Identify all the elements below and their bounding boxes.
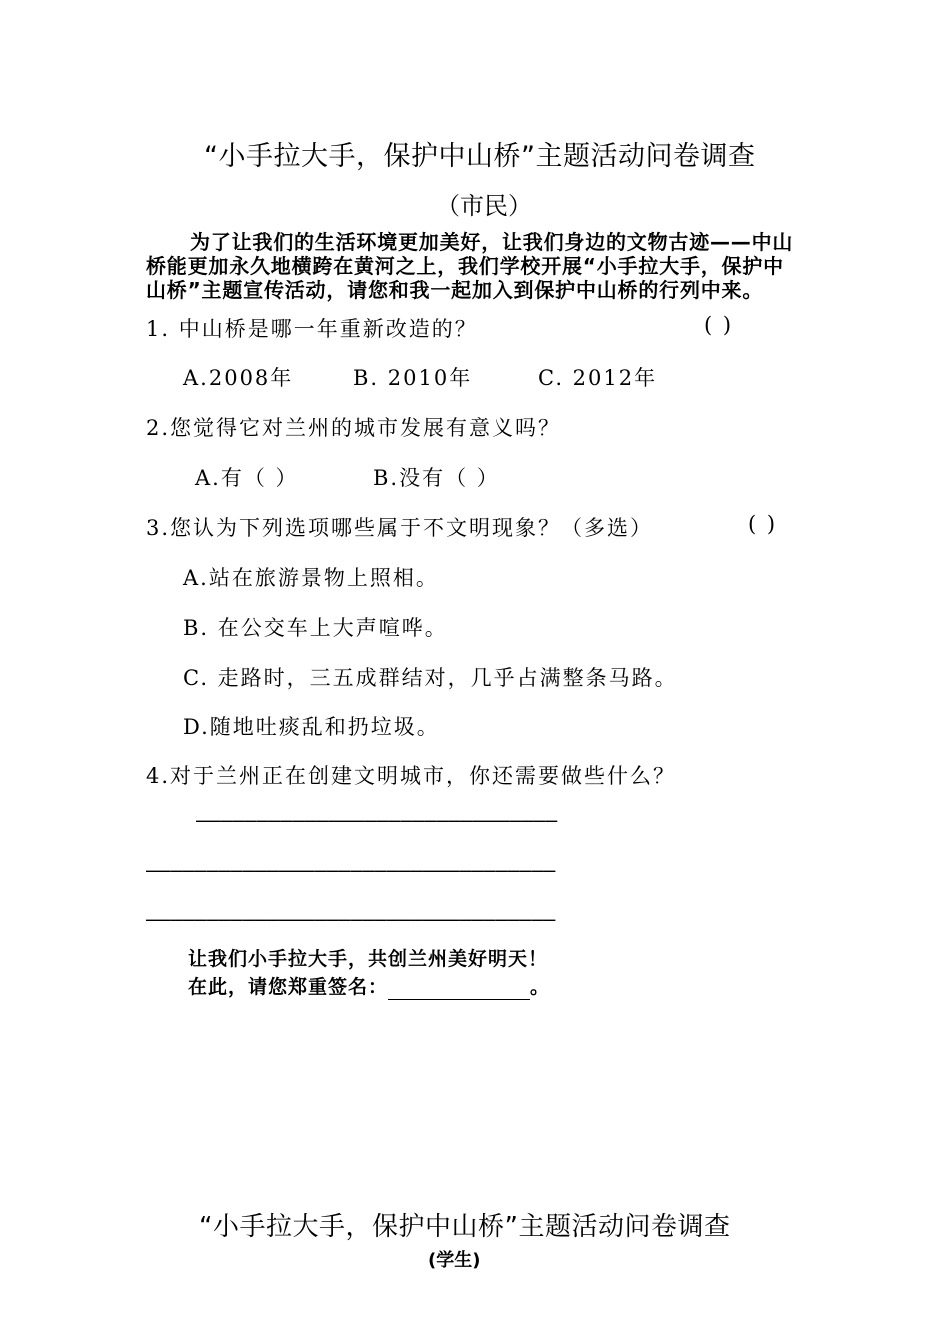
question-3-answer-paren: ( ) (748, 512, 778, 536)
question-3: 3.您认为下列选项哪些属于不文明现象？（多选） (146, 516, 654, 540)
question-1-answer-paren: ( ) (704, 313, 734, 337)
intro-line: 为了让我们的生活环境更加美好，让我们身边的文物古迹——中山 (190, 230, 794, 254)
second-page-subtitle: (学生) (428, 1250, 481, 1271)
closing-slogan: 让我们小手拉大手，共创兰州美好明天！ (188, 948, 549, 970)
question-2-option-b: B.没有（ ） (373, 466, 500, 490)
question-1: 1. 中山桥是哪一年重新改造的？ (146, 317, 478, 341)
question-4: 4.对于兰州正在创建文明城市，你还需要做些什么？ (146, 764, 677, 788)
signature-row (188, 974, 550, 1000)
page-subtitle: （市民） (436, 192, 532, 220)
signature-label: 在此，请您郑重签名： (188, 976, 389, 998)
signature-end: 。 (530, 976, 551, 998)
answer-line: —————————————————————————————————— (146, 907, 556, 931)
intro-line: 桥能更加永久地横跨在黄河之上，我们学校开展“小手拉大手，保护中 (146, 254, 784, 278)
question-1-option-a: A.2008年 (183, 366, 294, 390)
question-1-option-c: C. 2012年 (538, 366, 658, 390)
question-2-option-a: A.有（ ） (195, 466, 299, 490)
question-2: 2.您觉得它对兰州的城市发展有意义吗？ (146, 416, 562, 440)
intro-paragraph (146, 230, 793, 302)
question-1-option-b: B. 2010年 (353, 366, 473, 390)
question-3-option-c: C. 走路时，三五成群结对，几乎占满整条马路。 (183, 666, 678, 690)
answer-line: —————————————————————————————————— (146, 858, 556, 882)
question-3-option-d: D.随地吐痰乱和扔垃圾。 (183, 715, 440, 739)
intro-line: 山桥”主题宣传活动，请您和我一起加入到保护中山桥的行列中来。 (146, 278, 764, 302)
page-title: “小手拉大手，保护中山桥”主题活动问卷调查 (204, 141, 756, 172)
question-3-option-b: B. 在公交车上大声喧哗。 (183, 616, 448, 640)
answer-line: —————————————————————————————— (196, 808, 558, 832)
second-page-title: “小手拉大手，保护中山桥”主题活动问卷调查 (199, 1212, 731, 1242)
signature-field[interactable] (388, 981, 530, 1000)
question-3-option-a: A.站在旅游景物上照相。 (183, 566, 439, 590)
